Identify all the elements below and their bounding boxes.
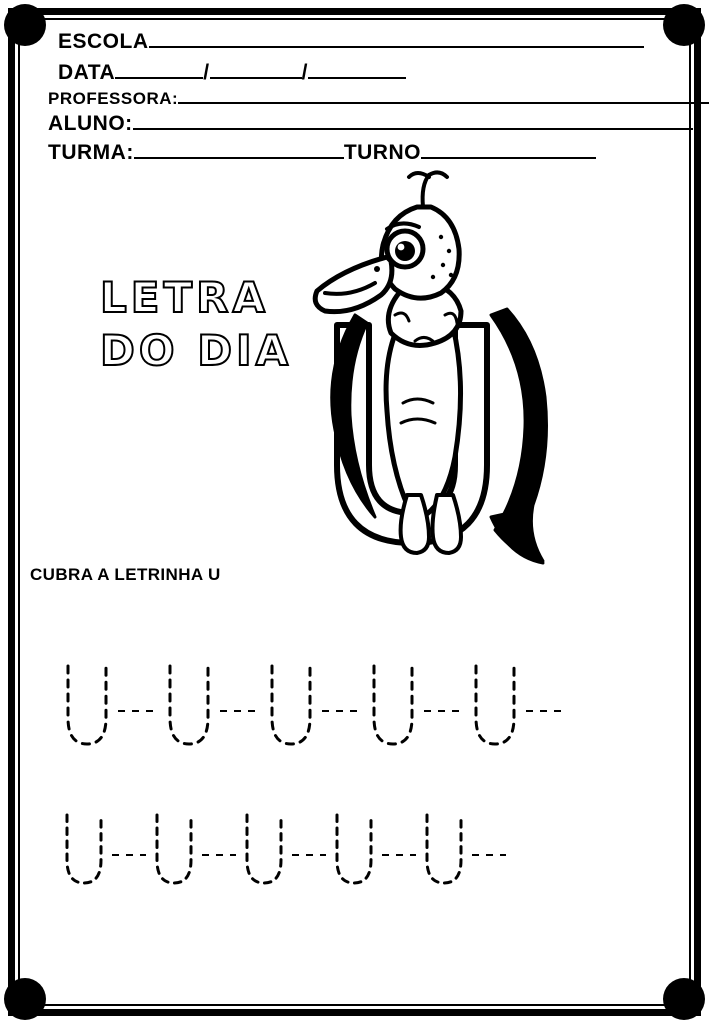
student-label: ALUNO: <box>48 111 133 135</box>
spiral-corner-icon <box>661 2 707 48</box>
shift-input-rule[interactable] <box>421 137 596 159</box>
tracing-cell[interactable] <box>264 660 366 752</box>
dotted-letter-u[interactable] <box>366 660 420 752</box>
tracing-cell[interactable] <box>420 810 510 890</box>
tracing-cell[interactable] <box>366 660 468 752</box>
field-student <box>48 108 693 136</box>
dash-separator <box>112 854 146 856</box>
dotted-letter-u[interactable] <box>162 660 216 752</box>
dotted-letter-u[interactable] <box>240 810 288 890</box>
tracing-cell[interactable] <box>60 660 162 752</box>
class-input-rule[interactable] <box>134 137 344 159</box>
dash-separator <box>424 710 464 712</box>
field-class-and-shift <box>48 137 596 165</box>
title-letra-do-dia <box>100 272 292 377</box>
tracing-row-2[interactable] <box>60 810 660 890</box>
tracing-cell[interactable] <box>162 660 264 752</box>
dash-separator <box>322 710 362 712</box>
class-label: TURMA: <box>48 140 134 164</box>
dash-separator <box>202 854 236 856</box>
field-date <box>58 57 406 85</box>
date-separator-1: / <box>203 60 210 84</box>
tracing-row-1[interactable] <box>60 660 660 752</box>
dotted-letter-u[interactable] <box>264 660 318 752</box>
dash-separator <box>472 854 506 856</box>
dotted-letter-u[interactable] <box>468 660 522 752</box>
dash-separator <box>220 710 260 712</box>
dotted-letter-u[interactable] <box>330 810 378 890</box>
date-year-rule[interactable] <box>308 57 406 79</box>
spiral-corner-icon <box>2 2 48 48</box>
field-teacher <box>48 86 709 109</box>
dotted-letter-u[interactable] <box>150 810 198 890</box>
tracing-cell[interactable] <box>330 810 420 890</box>
dash-separator <box>118 710 158 712</box>
dash-separator <box>382 854 416 856</box>
tracing-cell[interactable] <box>150 810 240 890</box>
dotted-letter-u[interactable] <box>420 810 468 890</box>
teacher-label: PROFESSORA: <box>48 89 179 109</box>
teacher-input-rule[interactable] <box>178 86 709 104</box>
dotted-letter-u[interactable] <box>60 810 108 890</box>
spiral-corner-icon <box>661 976 707 1022</box>
field-school <box>58 26 644 54</box>
school-input-rule[interactable] <box>149 26 644 48</box>
shift-label: TURNO <box>343 140 421 164</box>
date-separator-2: / <box>301 60 308 84</box>
spiral-corner-icon <box>2 976 48 1022</box>
tracing-cell[interactable] <box>240 810 330 890</box>
student-input-rule[interactable] <box>133 108 693 130</box>
tracing-cell[interactable] <box>60 810 150 890</box>
title-line-2: DO DIA <box>100 325 293 375</box>
tracing-cell[interactable] <box>468 660 570 752</box>
date-label: DATA <box>58 60 116 84</box>
dash-separator <box>526 710 566 712</box>
date-month-rule[interactable] <box>210 57 302 79</box>
vulture-letter-u-illustration <box>295 165 575 580</box>
school-label: ESCOLA <box>58 29 149 53</box>
dash-separator <box>292 854 326 856</box>
title-line-1: LETRA <box>100 273 269 322</box>
date-day-rule[interactable] <box>115 57 203 79</box>
dotted-letter-u[interactable] <box>60 660 114 752</box>
instruction-text: CUBRA A LETRINHA U <box>30 565 221 584</box>
